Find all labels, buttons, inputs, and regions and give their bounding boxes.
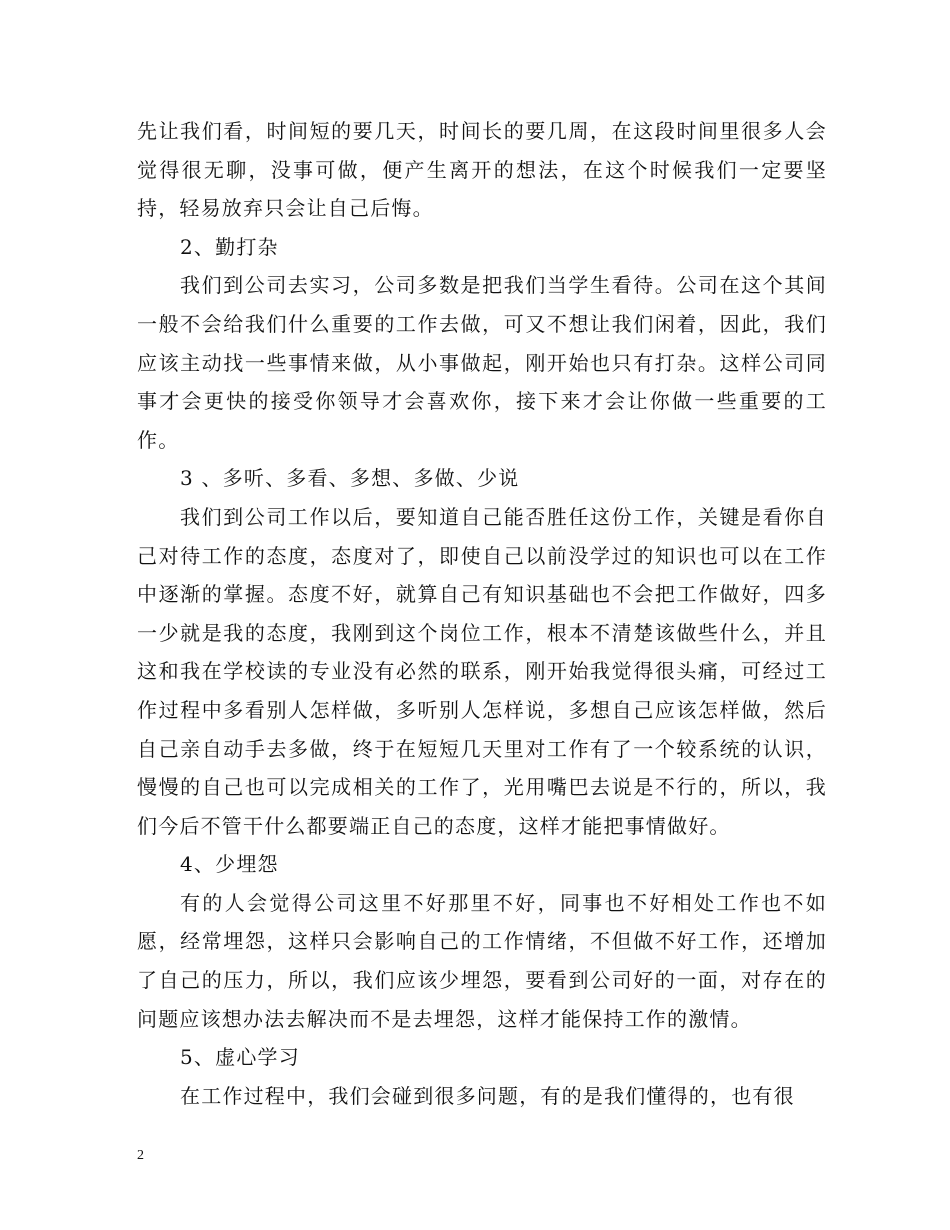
paragraph-section-2: 我们到公司去实习，公司多数是把我们当学生看待。公司在这个其间一般不会给我们什么重要的工作去做，可又不想让我们闲着，因此，我们应该主动找一些事情来做，从小事做起，刚开始也只有打杂。这样公司同事才会更快的接受你领导才会喜欢你，接下来才会让你做一些重要的工作。 [137,273,827,452]
paragraph-section-3: 我们到公司工作以后，要知道自己能否胜任这份工作，关键是看你自己对待工作的态度，态度对了，即使自己以前没学过的知识也可以在工作中逐渐的掌握。态度不好，就算自己有知识基础也不会把工作做好，四多一少就是我的态度，我刚到这个岗位工作，根本不清楚该做些什么，并且这和我在学校读的专业没有必然的联系，刚开始我觉得很头痛，可经过工作过程中多看别人怎样做，多听别人怎样说，多想自己应该怎样做，然后自己亲自动手去多做，终于在短短几天里对工作有了一个较系统的认识，慢慢的自己也可以完成相关的工作了，光用嘴巴去说是不行的，所以，我们今后不管干什么都要端正自己的态度，这样才能把事情做好。 [137,504,827,838]
document-body [137,112,827,1115]
paragraph-continuation: 先让我们看，时间短的要几天，时间长的要几周，在这段时间里很多人会觉得很无聊，没事可做，便产生离开的想法，在这个时候我们一定要坚持，轻易放弃只会让自己后悔。 [137,119,827,221]
section-heading-4: 4、少埋怨 [180,852,279,877]
section-heading-2: 2、勤打杂 [180,234,279,259]
section-heading-3: 3 、多听、多看、多想、多做、少说 [180,466,520,491]
paragraph-section-4: 有的人会觉得公司这里不好那里不好，同事也不好相处工作也不如愿，经常埋怨，这样只会影响自己的工作情绪，不但做不好工作，还增加了自己的压力，所以，我们应该少埋怨，要看到公司好的一面，对存在的问题应该想办法去解决而不是去埋怨，这样才能保持工作的激情。 [137,890,827,1031]
paragraph-section-5: 在工作过程中，我们会碰到很多问题，有的是我们懂得的，也有很 [180,1083,795,1108]
page-number: 2 [137,1148,144,1163]
section-heading-5: 5、虚心学习 [180,1045,300,1070]
